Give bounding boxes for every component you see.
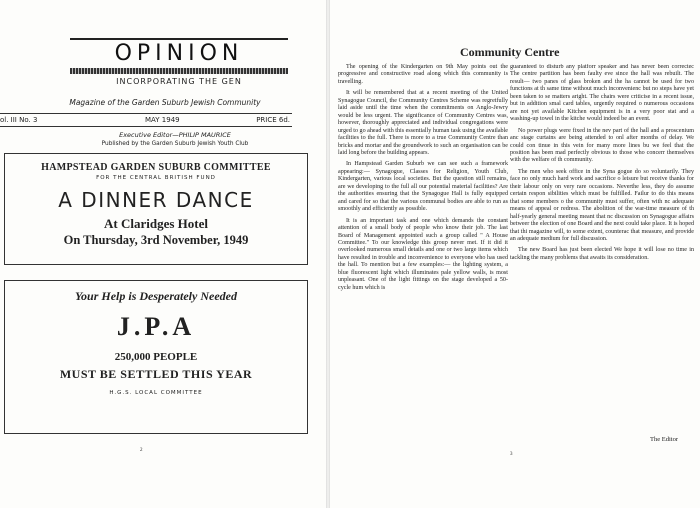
jpa-committee: H.G.S. LOCAL COMMITTEE	[109, 390, 203, 396]
advert-committee: HAMPSTEAD GARDEN SUBURB COMMITTEE	[41, 162, 271, 173]
jpa-people: 250,000 PEOPLE	[114, 351, 198, 363]
jpa-settled: MUST BE SETTLED THIS YEAR	[59, 367, 253, 381]
issue-bar	[0, 113, 292, 127]
publisher-line: Published by the Garden Suburb Jewish Youth Club	[101, 141, 249, 147]
issue-volume: ol. III No. 3	[0, 116, 38, 124]
editor-credits	[50, 131, 300, 149]
article-paragraph: It will be remembered that at a recent meeting of the United Synagogue Council, the Community Centres Scheme was regretfully laid aside until the time when the commitments on Anglo-Jewry would be less urgent. The significance of Community Centres was, however, thoroughly appreciated and individual congregations were urged to go ahead with this essentially human task using the available facilities to the full. There is more to a true Community Centre than bricks and mortar and the groundwork to such an organisation can be laid long before the building appears.	[338, 90, 508, 156]
jpa-appeal: Your Help is Desperately Needed	[75, 289, 237, 303]
masthead	[70, 38, 288, 86]
article-column-1	[338, 64, 508, 296]
jpa-title: J.P.A	[116, 312, 196, 341]
article-paragraph: No power plugs were fixed in the nev part of the hall and a proscenium anc stage curtains are being attended to onl after months of delay. We could con tinue in this vein for many more lines bu we feel that the position has been mad perfectly obvious to those who concerr themselves with the welfare of th community.	[510, 127, 694, 164]
right-page-number: 3	[510, 452, 513, 457]
article-paragraph: It is an important task and one which demands the constant attention of a small body of people who know their job. The last Board of Management appointed such a group called " A House Committee." To our knowledge this group never met. If it did it overlooked numerous small details and one or two large items which have resulted in trouble and inconvenience to everyone who has used the hall. To mention but a few examples:— the lighting system, a blue fluorescent light which illuminates pale yellow walls, is most unpleasant. One of the light fittings on the stage developed a 50-cycle hum which is	[338, 217, 508, 291]
article-paragraph: The new Board has just been elected We hope it will lose no time in tackling the many problems that awaits its consideration.	[510, 247, 694, 261]
article-signoff: The Editor	[650, 436, 678, 443]
masthead-rule	[70, 38, 288, 40]
article-paragraph: guaranteed to disturb any platforr speaker and has never been correctec The centre partition has been faulty eve since the hall was rebuilt. The result— two panes of glass broken and the ha cannot be used for two functions at th same time without much inconvenienc but no steps have yet been taken to se matters aright. The chairs were criticise in a recent issue, but in addition smal card tables, urgently required o numerous occasions are not yet available Kitchen equipment is in a very poor stat and a washing-up towel in the kitche would indeed be an event.	[510, 64, 694, 123]
advert-date: On Thursday, 3rd November, 1949	[63, 233, 249, 247]
executive-editor: Executive Editor—PHILIP MAURICE	[119, 131, 231, 139]
issue-price: PRICE 6d.	[256, 116, 290, 124]
article-column-2	[510, 64, 694, 444]
masthead-band	[70, 68, 288, 74]
left-page-number: 2	[140, 448, 143, 453]
right-page	[330, 0, 700, 508]
jpa-advert	[4, 280, 308, 434]
left-page	[0, 0, 326, 508]
article-paragraph: In Hampstead Garden Suburb we can see such a framework appearing:— Synagogue, Classes for Religion, Youth Club, Kindergarten, various local societies. But the question still remains, are we developing to the full all our potential material facilities? Are the authorities ensuring that the Synagogue Hall is fully equipped and cared for so that the various communal bodies are able to run as smoothly and efficiently as possible.	[338, 161, 508, 213]
masthead-title: OPINION	[114, 41, 244, 66]
dinner-dance-advert	[4, 153, 308, 265]
article-title: Community Centre	[460, 45, 560, 59]
advert-venue: At Claridges Hotel	[104, 216, 208, 231]
article-paragraph: The opening of the Kindergarten on 9th May points out the progressive and constructive road along which this community is travelling.	[338, 64, 508, 85]
issue-date: MAY 1949	[145, 116, 180, 124]
advert-fund: FOR THE CENTRAL BRITISH FUND	[96, 175, 216, 181]
advert-event: A DINNER DANCE	[58, 188, 254, 212]
article-paragraph: The men who seek office in the Syna gogue do so voluntarily. They face no only much hard work and sacrifice o leisure but receive thanks for their labour only on very rare occasions. Neverthe less, they do assume certain respon sibilities which must be fulfilled. Failur to do this means that some members o the community must suffer, often with nc adequate means of appeal or redress. The abolition of the war-time measure of th half-yearly general meeting meant that nc discussion on Synagogue affairs betweer the election of one Board and the next could take place. It is hoped that thi magazine will, to some extent, counterac that measure, and provide an adequate medium for full discussion.	[510, 168, 694, 242]
magazine-subtitle: Magazine of the Garden Suburb Jewish Community	[69, 98, 261, 107]
masthead-incorporating: INCORPORATING THE GEN	[116, 77, 242, 86]
